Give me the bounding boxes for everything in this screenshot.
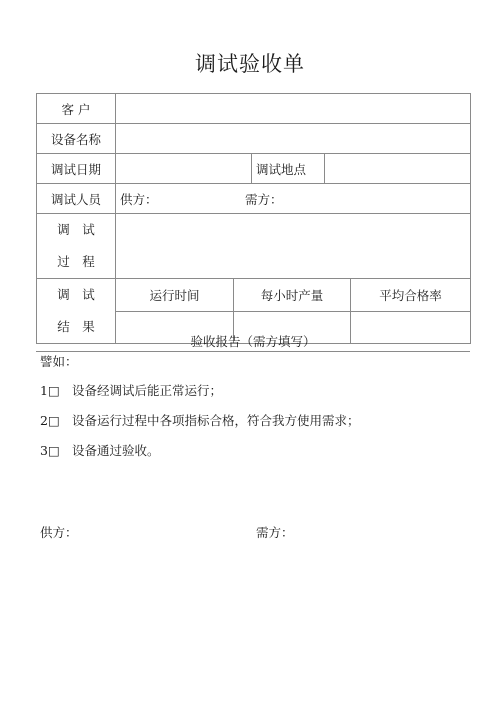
customer-row [37, 94, 471, 124]
report-item-2[interactable] [40, 411, 360, 429]
report-section-title: 验收报告（需方填写） [36, 332, 470, 352]
debug-location-value-cell[interactable] [325, 154, 471, 184]
acceptance-form-table [36, 93, 471, 344]
debug-process-value-cell[interactable] [116, 214, 471, 279]
customer-label: 客 户 [37, 94, 116, 124]
demander-signature-label: 需方： [256, 525, 294, 540]
runtime-header: 运行时间 [116, 279, 234, 312]
debug-date-label: 调试日期 [37, 154, 116, 184]
personnel-value-cell[interactable] [116, 184, 471, 214]
hourly-output-header: 每小时产量 [234, 279, 351, 312]
report-item-2-text: 设备运行过程中各项指标合格，符合我方使用需求； [72, 413, 360, 428]
debug-date-row [37, 154, 471, 184]
debug-process-label-line1: 调 试 [57, 222, 95, 237]
device-name-label: 设备名称 [37, 124, 116, 154]
debug-result-header-row [37, 279, 471, 312]
supplier-signature-label: 供方： [40, 525, 78, 540]
report-item-3-number[interactable]: 3□ [40, 443, 60, 458]
report-item-1-number[interactable]: 1□ [40, 383, 60, 398]
personnel-demander-label: 需方： [245, 191, 283, 207]
debug-result-label-line2: 结 果 [57, 319, 95, 334]
report-item-2-number[interactable]: 2□ [40, 413, 60, 428]
debug-process-label-line2: 过 程 [57, 254, 95, 269]
report-item-1[interactable] [40, 381, 222, 399]
personnel-row [37, 184, 471, 214]
document-title: 调试验收单 [195, 52, 305, 76]
debug-result-label-line1: 调 试 [57, 287, 95, 302]
pass-rate-header: 平均合格率 [351, 279, 471, 312]
personnel-label: 调试人员 [37, 184, 116, 214]
personnel-supplier-label: 供方： [120, 191, 158, 207]
report-item-3[interactable] [40, 441, 160, 459]
device-name-value-cell[interactable] [116, 124, 471, 154]
report-item-3-text: 设备通过验收。 [72, 443, 160, 458]
device-name-row [37, 124, 471, 154]
report-item-1-text: 设备经调试后能正常运行； [72, 383, 223, 398]
report-lead-text: 譬如： [40, 354, 78, 369]
debug-location-label: 调试地点 [252, 154, 325, 184]
debug-date-value-cell[interactable] [116, 154, 252, 184]
customer-value-cell[interactable] [116, 94, 471, 124]
debug-process-label [37, 214, 116, 279]
debug-process-row [37, 214, 471, 279]
